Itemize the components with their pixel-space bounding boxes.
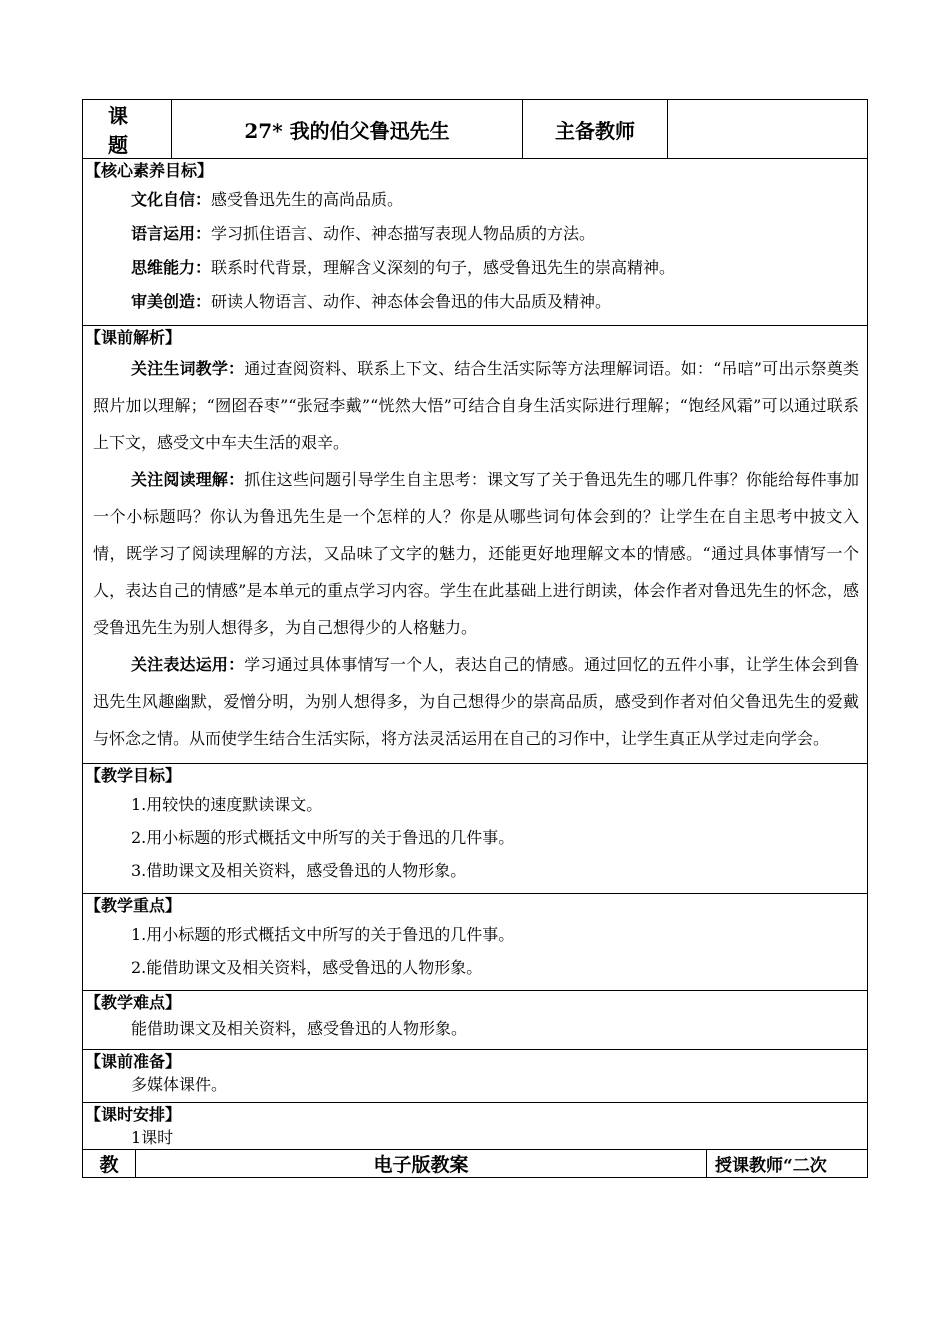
teaching-goal-item: 1.用较快的速度默读课文。 [131, 795, 323, 814]
teaching-goals-row [83, 764, 868, 894]
analysis-text: 通过查阅资料、联系上下文、结合生活实际等方法理解词语。如：“吊唁”可出示祭奠类照片加以理解；“囫囵吞枣”“张冠李戴”“恍然大悟”可结合自身生活实际进行理解；“饱经风霜”可以通过联系上下文，感受文中车夫生活的艰辛。 [93, 359, 859, 452]
core-goal-item [93, 183, 859, 217]
key-points-row [83, 894, 868, 991]
core-goals-row [83, 159, 868, 326]
analysis-row [83, 326, 868, 764]
core-goal-label: 语言运用： [131, 224, 212, 243]
teaching-goals-title: 【教学目标】 [85, 766, 182, 785]
teaching-goal-item: 3.借助课文及相关资料，感受鲁迅的人物形象。 [131, 861, 467, 880]
core-goal-label: 思维能力： [131, 258, 212, 277]
lesson-plan-document [82, 99, 868, 1178]
core-goal-label: 审美创造： [131, 292, 212, 311]
lesson-plan-table [82, 99, 868, 1150]
footer-col-3: 授课教师“二次 [707, 1150, 868, 1178]
analysis-section [83, 326, 868, 764]
difficulties-text: 能借助课文及相关资料，感受鲁迅的人物形象。 [131, 1019, 468, 1038]
preparation-section [83, 1050, 868, 1103]
preparation-text: 多媒体课件。 [131, 1075, 228, 1094]
analysis-title: 【课前解析】 [85, 328, 182, 347]
core-goal-text: 联系时代背景，理解含义深刻的句子，感受鲁迅先生的崇高精神。 [211, 258, 676, 277]
core-goal-text: 学习抓住语言、动作、神态描写表现人物品质的方法。 [211, 224, 596, 243]
core-goal-item [93, 217, 859, 251]
teacher-label: 主备教师 [523, 100, 668, 159]
core-goal-text: 感受鲁迅先生的高尚品质。 [211, 190, 404, 209]
footer-col-2: 电子版教案 [136, 1150, 707, 1178]
preparation-title: 【课前准备】 [85, 1052, 182, 1071]
teacher-value [668, 100, 868, 159]
core-goal-label: 文化自信： [131, 190, 212, 209]
key-points-section [83, 894, 868, 991]
analysis-paragraph [93, 461, 859, 646]
difficulties-section [83, 991, 868, 1050]
preparation-row [83, 1050, 868, 1103]
key-point-item: 1.用小标题的形式概括文中所写的关于鲁迅的几件事。 [131, 925, 515, 944]
schedule-row [83, 1103, 868, 1150]
analysis-label: 关注生词教学： [131, 359, 245, 378]
core-goal-item [93, 285, 859, 319]
topic-label: 课 题 [83, 100, 172, 159]
analysis-text: 抓住这些问题引导学生自主思考：课文写了关于鲁迅先生的哪几件事？你能给每件事加一个小标题吗？你认为鲁迅先生是一个怎样的人？你是从哪些词句体会到的？让学生在自主思考中披文入情，既学习了阅读理解的方法，又品味了文字的魅力，还能更好地理解文本的情感。“通过具体事情写一个人，表达自己的情感”是本单元的重点学习内容。学生在此基础上进行朗读，体会作者对鲁迅先生的怀念，感受鲁迅先生为别人想得多，为自己想得少的人格魅力。 [93, 470, 859, 637]
teaching-goals-section [83, 764, 868, 894]
difficulties-row [83, 991, 868, 1050]
analysis-paragraph [93, 646, 859, 757]
analysis-label: 关注表达运用： [131, 655, 245, 674]
topic-value: 27* 我的伯父鲁迅先生 [172, 100, 523, 159]
core-goal-item [93, 251, 859, 285]
analysis-label: 关注阅读理解： [131, 470, 245, 489]
footer-row [83, 1150, 868, 1178]
teaching-goal-item: 2.用小标题的形式概括文中所写的关于鲁迅的几件事。 [131, 828, 515, 847]
analysis-text: 学习通过具体事情写一个人，表达自己的情感。通过回忆的五件小事，让学生体会到鲁迅先生风趣幽默，爱憎分明，为别人想得多，为自己想得少的崇高品质，感受到作者对伯父鲁迅先生的爱戴与怀念之情。从而使学生结合生活实际，将方法灵活运用在自己的习作中，让学生真正从学过走向学会。 [93, 655, 859, 748]
core-goal-text: 研读人物语言、动作、神态体会鲁迅的伟大品质及精神。 [211, 292, 612, 311]
difficulties-title: 【教学难点】 [85, 993, 182, 1012]
core-goals-title: 【核心素养目标】 [85, 161, 214, 180]
header-row [83, 100, 868, 159]
key-point-item: 2.能借助课文及相关资料，感受鲁迅的人物形象。 [131, 958, 483, 977]
footer-col-1: 教 [83, 1150, 136, 1178]
schedule-section [83, 1103, 868, 1150]
core-goals-section [83, 159, 868, 326]
key-points-title: 【教学重点】 [85, 896, 182, 915]
schedule-title: 【课时安排】 [85, 1105, 182, 1124]
analysis-paragraph [93, 350, 859, 461]
schedule-text: 1课时 [131, 1128, 174, 1147]
footer-table [82, 1149, 868, 1178]
